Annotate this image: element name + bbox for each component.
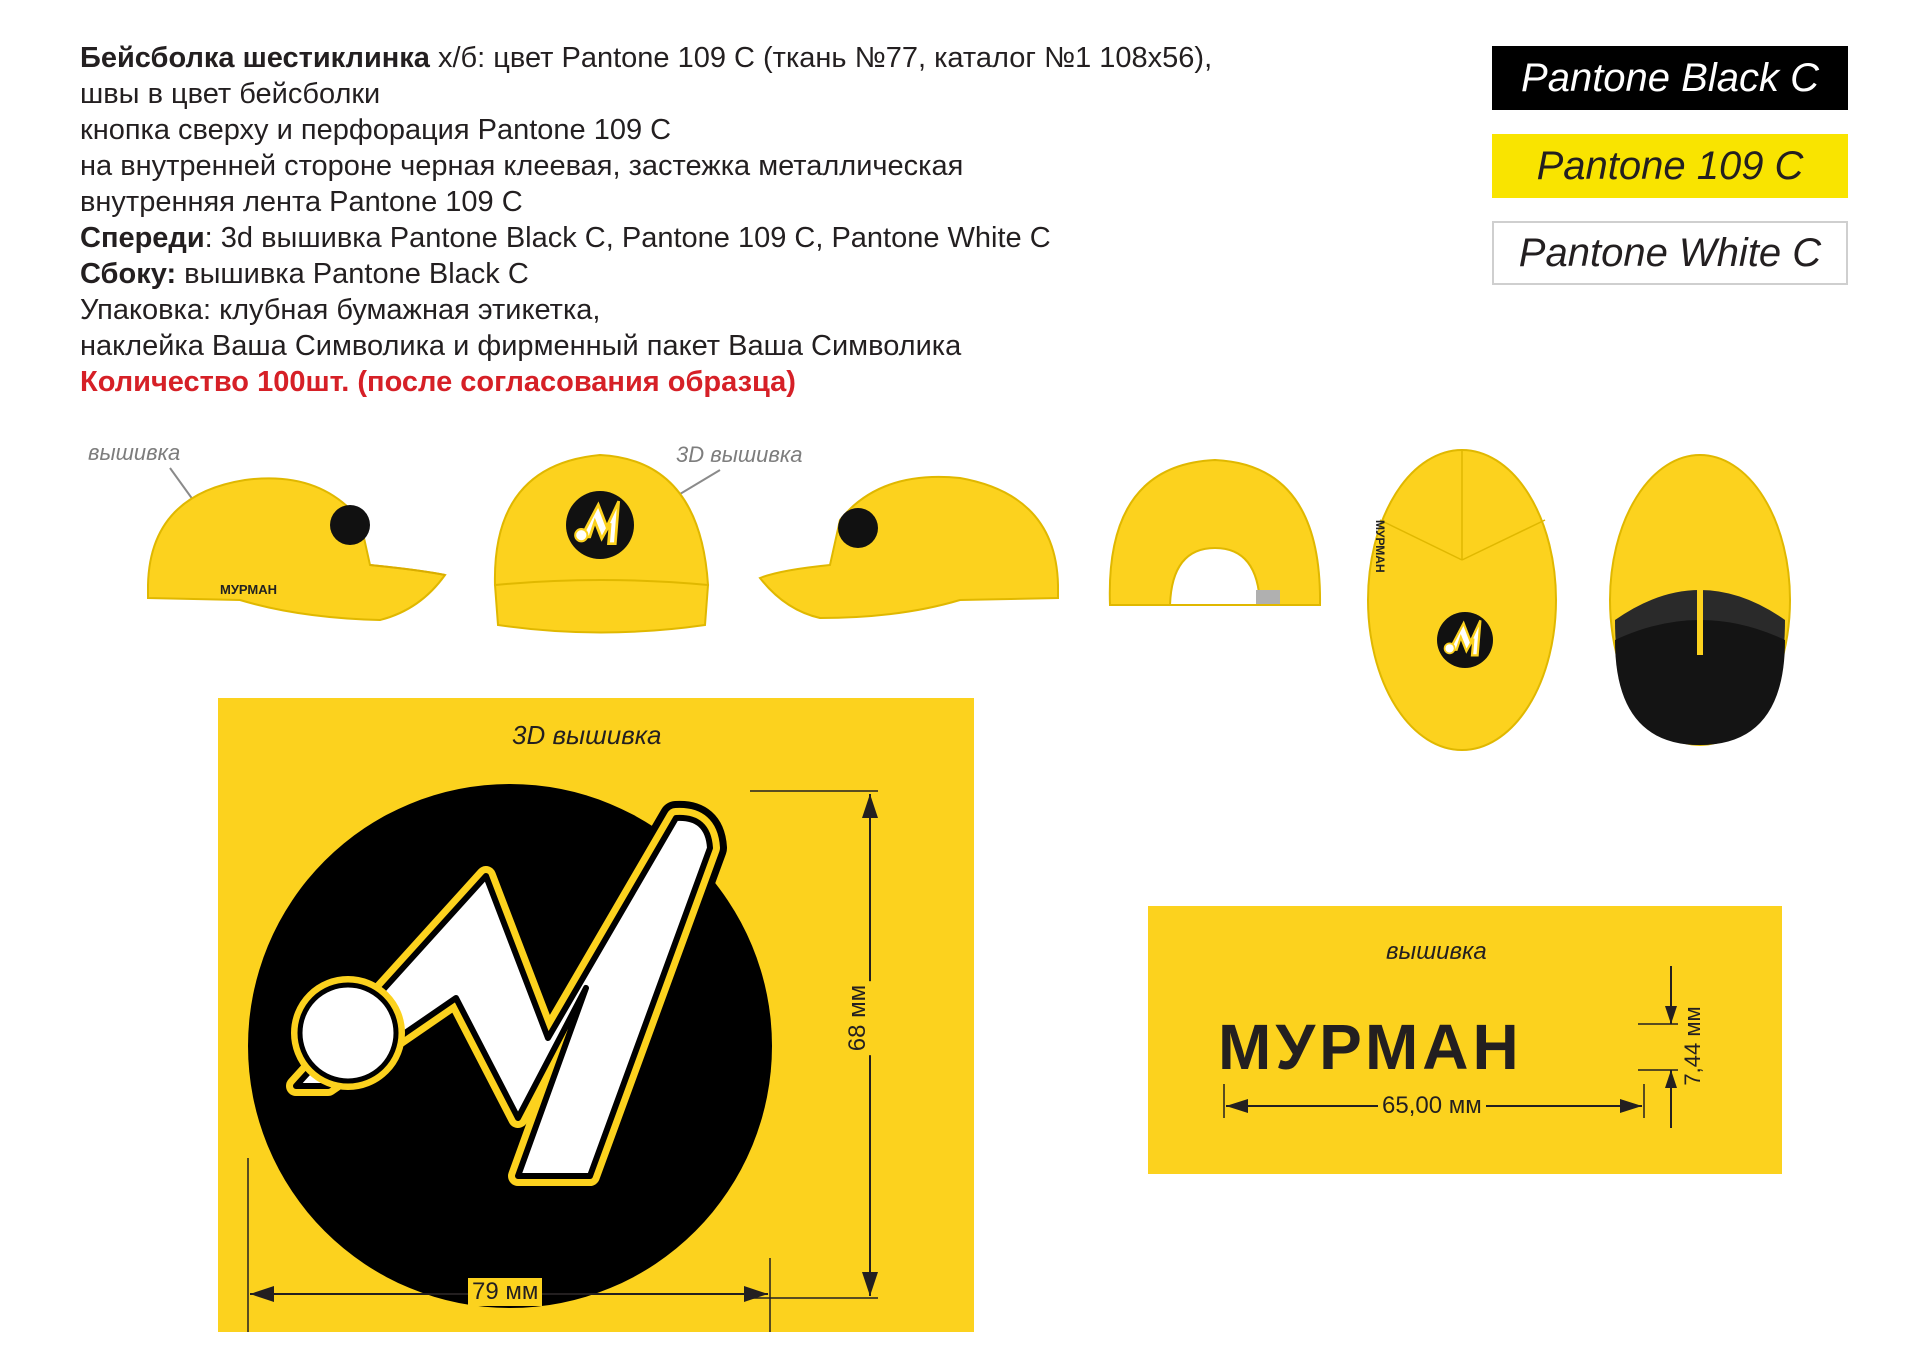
logo-height-dimension: 68 мм bbox=[844, 981, 872, 1055]
spec-side bbox=[80, 256, 1440, 292]
embroidery-word: МУРМАН bbox=[1218, 1011, 1523, 1083]
spec-line-2: швы в цвет бейсболки bbox=[80, 78, 381, 110]
spec-front bbox=[80, 220, 1440, 256]
text-embroidery-panel bbox=[1148, 906, 1782, 1174]
logo-panel-label: 3D вышивка bbox=[512, 720, 662, 750]
side-spec: вышивка Pantone Black C bbox=[176, 258, 529, 290]
logo-embroidery-panel bbox=[218, 698, 974, 1332]
text-panel-label: вышивка bbox=[1386, 938, 1487, 965]
cap-front-view bbox=[495, 455, 708, 633]
swatch-pantone-black: Pantone Black C bbox=[1492, 46, 1848, 110]
cap-top-side-text: МУРМАН bbox=[1373, 520, 1387, 573]
product-name: Бейсболка шестиклинка bbox=[80, 42, 430, 74]
swatch-pantone-109: Pantone 109 C bbox=[1492, 134, 1848, 198]
spec-line-4: на внутренней стороне черная клеевая, застежка металлическая bbox=[80, 150, 964, 182]
swatch-pantone-white: Pantone White C bbox=[1492, 221, 1848, 285]
metal-buckle bbox=[1256, 590, 1280, 604]
word-height-dimension: 7,44 мм bbox=[1680, 1002, 1706, 1089]
cap-underside-view bbox=[1610, 455, 1790, 745]
cap-side-text: МУРМАН bbox=[220, 582, 278, 597]
fabric-spec: х/б: цвет Pantone 109 C (ткань №77, каталог №1 108x56), bbox=[429, 42, 1213, 74]
cap-top-view bbox=[1368, 450, 1556, 750]
cap-left-side-view bbox=[148, 478, 445, 620]
callout-front-3d-embroidery: 3D вышивка bbox=[676, 442, 803, 467]
cap-back-view bbox=[1110, 460, 1320, 605]
front-heading: Спереди bbox=[80, 222, 205, 254]
word-width-dimension: 65,00 мм bbox=[1378, 1092, 1486, 1120]
spec-line-3: кнопка сверху и перфорация Pantone 109 C bbox=[80, 114, 672, 146]
cap-right-side-view bbox=[760, 477, 1058, 618]
side-heading: Сбоку: bbox=[80, 258, 177, 290]
spec-line-5: внутренняя лента Pantone 109 C bbox=[80, 186, 523, 218]
front-spec: : 3d вышивка Pantone Black C, Pantone 109 C, Pantone White C bbox=[204, 222, 1051, 254]
spec-line-1 bbox=[80, 40, 1440, 76]
specification-text bbox=[80, 40, 1440, 400]
callout-side-embroidery: вышивка bbox=[88, 440, 181, 465]
spec-packaging-1: Упаковка: клубная бумажная этикетка, bbox=[80, 294, 601, 326]
quantity-note: Количество 100шт. (после согласования образца) bbox=[80, 366, 796, 398]
spec-packaging-2: наклейка Ваша Символика и фирменный пакет Ваша Символика bbox=[80, 330, 962, 362]
logo-width-dimension: 79 мм bbox=[468, 1278, 542, 1306]
